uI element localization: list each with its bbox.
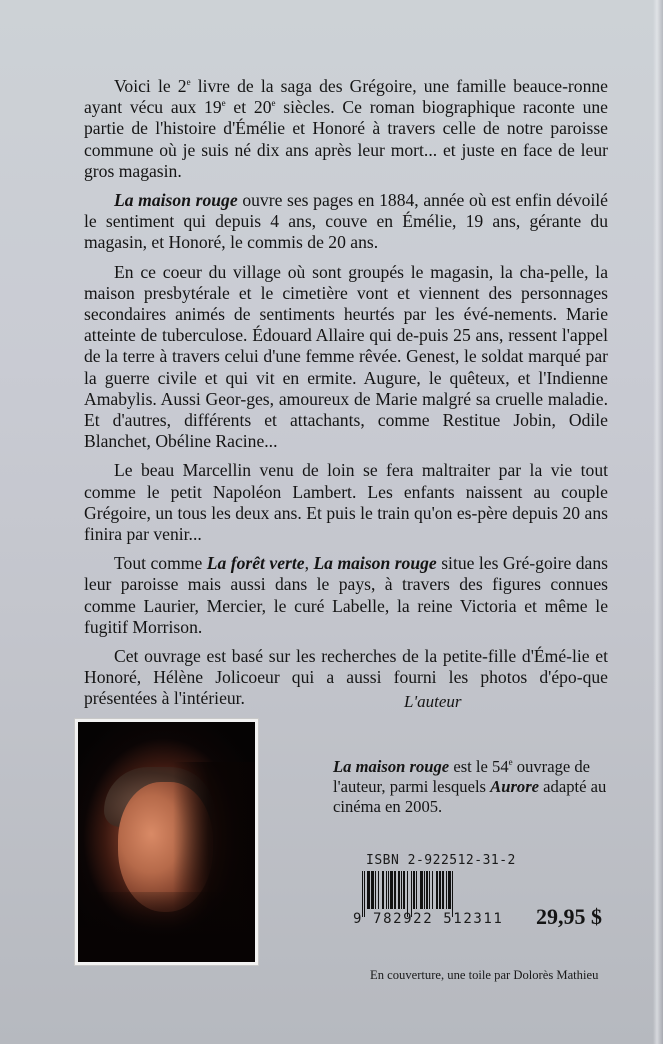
cover-credit: En couverture, une toile par Dolorès Mathieu bbox=[370, 968, 599, 982]
blurb-paragraph: En ce coeur du village où sont groupés le magasin, la cha-pelle, la maison presbytérale et le cimetière vont et viennent des personnages secondaires animés de sentiments heurtés par les évé-nements. Marie atteinte de tuberculose. Édouard Allaire qui de-puis 25 ans, ressent l'appel de la terre à travers celui d'une femme rêvée. Genest, le soldat marqué par la guerre civile et qui vit en ermite. Augure, le quêteux, et l'Indienne Amabylis. Aussi Geor-ges, amoureux de Marie malgré sa cruelle maladie. Et d'autres, différents et attachants, comme Restitue Jobin, Odile Blanchet, Obéline Racine... bbox=[84, 261, 608, 452]
isbn-label: ISBN 2-922512-31-2 bbox=[366, 853, 516, 868]
signature: L'auteur bbox=[404, 692, 462, 711]
author-note-book: Aurore bbox=[490, 777, 540, 796]
ean-digits: 9 782922 512311 bbox=[353, 911, 504, 927]
blurb-paragraph: Voici le 2e livre de la saga des Grégoire, une famille beauce-ronne ayant vécu aux 19e et 20e siècles. Ce roman biographique raconte une partie de l'histoire d'Émélie et Honoré à travers celle de notre paroisse commune où je suis né dix ans après leur mort... et juste en face de leur gros magasin. bbox=[84, 76, 608, 181]
spine-edge-shadow bbox=[653, 0, 663, 1044]
author-photo-frame bbox=[75, 719, 258, 965]
blurb-paragraph: La maison rouge ouvre ses pages en 1884, année où est enfin dévoilé le sentiment qui depuis 4 ans, couve en Émélie, 19 ans, gérante du magasin, et Honoré, le commis de 20 ans. bbox=[84, 190, 608, 253]
blurb-paragraph: Cet ouvrage est basé sur les recherches de la petite-fille d'Émé-lie et Honoré, Hélène Jolicoeur qui a aussi fourni les photos d'épo-que présentées à l'intérieur. bbox=[84, 646, 608, 709]
blurb-text bbox=[84, 76, 608, 718]
author-photo bbox=[78, 722, 255, 962]
blurb-paragraph: Le beau Marcellin venu de loin se fera maltraiter par la vie tout comme le petit Napoléon Lambert. Les enfants naissent au couple Grégoire, un tous les deux ans. Et puis le train qu'on es-père depuis 20 ans finira par venir... bbox=[84, 460, 608, 545]
blurb-paragraph: Tout comme La forêt verte, La maison rouge situe les Gré-goire dans leur paroisse mais aussi dans le pays, à travers des figures connues comme Laurier, Mercier, le curé Labelle, la reine Victoria et même le fugitif Morrison. bbox=[84, 553, 609, 637]
author-note-title: La maison rouge bbox=[333, 757, 450, 776]
author-note: La maison rouge est le 54e ouvrage de l'auteur, parmi lesquels Aurore adapté au cinéma en 2005. bbox=[333, 757, 607, 816]
price: 29,95 $ bbox=[536, 904, 602, 929]
